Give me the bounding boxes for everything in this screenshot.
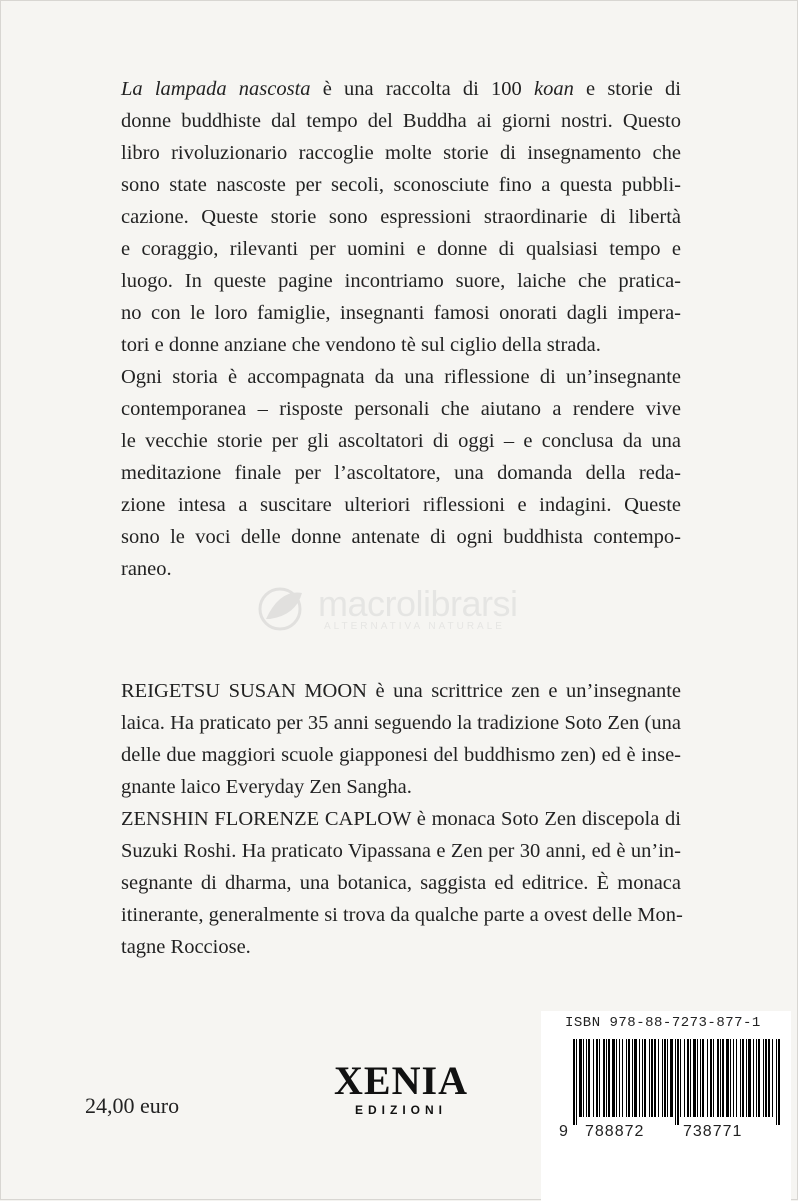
blurb-line: e coraggio, rilevanti per uomini e donne di qualsiasi tempo e [121, 238, 681, 260]
barcode-bar [717, 1039, 719, 1117]
barcode-bar [606, 1039, 607, 1117]
barcode-bar [772, 1039, 773, 1117]
blurb-line: no con le loro famiglie, insegnanti famosi onorati dagli impera- [121, 302, 681, 324]
barcode-bar [736, 1039, 737, 1117]
barcode-bar [677, 1039, 679, 1125]
barcode-bar [654, 1039, 656, 1117]
barcode-bar [687, 1039, 689, 1117]
bio-line: tagne Rocciose. [121, 936, 251, 958]
barcode-bar [626, 1039, 627, 1117]
barcode-bar [726, 1039, 729, 1117]
barcode-digit-lead: 9 [559, 1123, 569, 1140]
price: 24,00 euro [85, 1093, 180, 1118]
isbn-label: ISBN 978-88-7273-877-1 [565, 1015, 761, 1031]
barcode-bar [778, 1039, 780, 1125]
blurb-line: sono le voci delle donne antenate di ogni buddhista contempo- [121, 526, 681, 548]
barcode-bar [670, 1039, 673, 1117]
watermark-tagline: ALTERNATIVA NATURALE [324, 621, 505, 632]
barcode-bar [765, 1039, 767, 1117]
barcode-bar [573, 1039, 575, 1125]
blurb-line: raneo. [121, 558, 172, 580]
barcode-bar [603, 1039, 605, 1117]
barcode-bar [628, 1039, 630, 1117]
publisher-logo [326, 1058, 476, 1117]
barcode-bar [707, 1039, 708, 1117]
barcode-bar [616, 1039, 617, 1117]
blurb-line: La lampada nascosta è una raccolta di 100 koan e storie di [121, 78, 681, 100]
barcode-bar [622, 1039, 623, 1117]
barcode-bar [684, 1039, 685, 1117]
barcode-bar [619, 1039, 620, 1117]
barcode-bar [649, 1039, 650, 1117]
bio-line: Suzuki Roshi. Ha praticato Vipassana e Zen per 30 anni, ed è un’in- [121, 840, 681, 862]
barcode [573, 1039, 783, 1129]
barcode-bar [763, 1039, 764, 1117]
publisher-subtitle: EDIZIONI [354, 1103, 447, 1117]
barcode-bar [756, 1039, 757, 1117]
bio-line: segnante di dharma, una botanica, saggista ed editrice. È monaca [121, 872, 681, 894]
barcode-bar [720, 1039, 721, 1117]
blurb-line: sono state nascoste per secoli, sconosciute fino a questa pubbli- [121, 174, 681, 196]
barcode-bar [586, 1039, 587, 1117]
author-bios [121, 675, 681, 963]
barcode-bar [639, 1039, 640, 1117]
barcode-bar [690, 1039, 691, 1117]
barcode-bar [693, 1039, 696, 1117]
barcode-bar [753, 1039, 754, 1117]
barcode-bar [596, 1039, 598, 1117]
barcode-bar [634, 1039, 637, 1117]
barcode-bar [746, 1039, 747, 1117]
barcode-bar [651, 1039, 653, 1117]
watermark-logo [256, 581, 556, 637]
barcode-bar [776, 1039, 777, 1125]
bio-line: gnante laico Everyday Zen Sangha. [121, 776, 412, 798]
blurb-line: luogo. In queste pagine incontriamo suore, laiche che pratica- [121, 270, 681, 292]
blurb-line: donne buddhiste dal tempo del Buddha ai giorni nostri. Questo [121, 110, 681, 132]
leaf-icon [256, 585, 310, 633]
barcode-bar [722, 1039, 724, 1117]
bio-line: laica. Ha praticato per 35 anni seguendo la tradizione Soto Zen (una [121, 712, 681, 734]
barcode-bar [579, 1039, 582, 1117]
barcode-bar [742, 1039, 744, 1117]
book-blurb [121, 73, 681, 585]
blurb-line: zione intesa a suscitare ulteriori riflessioni e indagini. Queste [121, 494, 681, 516]
barcode-digits-right: 738771 [683, 1123, 743, 1140]
barcode-bar [710, 1039, 712, 1117]
bio-line: ZENSHIN FLORENZE CAPLOW è monaca Soto Zen discepola di [121, 808, 681, 830]
watermark-name: macrolibrarsi [318, 583, 518, 624]
barcode-bar [748, 1039, 751, 1117]
barcode-bar [632, 1039, 633, 1117]
bio-line: REIGETSU SUSAN MOON è una scrittrice zen e un’insegnante [121, 680, 681, 702]
barcode-bar [588, 1039, 590, 1117]
barcode-bar [667, 1039, 668, 1117]
blurb-line: Ogni storia è accompagnata da una riflessione di un’insegnante [121, 366, 681, 388]
bio-line: delle due maggiori scuole giapponesi del buddhismo zen) ed è inse- [121, 744, 681, 766]
barcode-bar [599, 1039, 600, 1117]
barcode-bar [713, 1039, 714, 1117]
barcode-bar [644, 1039, 646, 1117]
blurb-line: tori e donne anziane che vendono tè sul ciglio della strada. [121, 334, 601, 356]
bio-line: itinerante, generalmente si trova da qualche parte a ovest delle Mon- [121, 904, 683, 926]
barcode-bar [593, 1039, 594, 1117]
barcode-bar [740, 1039, 741, 1117]
barcode-bar [658, 1039, 659, 1117]
blurb-line: contemporanea – risposte personali che aiutano a rendere vive [121, 398, 681, 420]
barcode-bar [612, 1039, 615, 1117]
barcode-bar [576, 1039, 577, 1125]
barcode-bar [768, 1039, 770, 1117]
barcode-bar [733, 1039, 734, 1117]
barcode-bar [702, 1039, 704, 1117]
barcode-bar [730, 1039, 731, 1117]
barcode-bar [680, 1039, 681, 1117]
barcode-bar [675, 1039, 676, 1125]
barcode-bar [583, 1039, 584, 1117]
barcode-bar [664, 1039, 666, 1117]
blurb-line: le vecchie storie per gli ascoltatori di oggi – e conclusa da una [121, 430, 681, 452]
blurb-line: meditazione finale per l’ascoltatore, una domanda della reda- [121, 462, 681, 484]
barcode-bar [700, 1039, 701, 1117]
blurb-line: libro rivoluzionario raccoglie molte storie di insegnamento che [121, 142, 681, 164]
barcode-bar [697, 1039, 698, 1117]
publisher-name: XENIA [334, 1058, 468, 1103]
barcode-bar [608, 1039, 610, 1117]
barcode-bar [662, 1039, 663, 1117]
barcode-bar [758, 1039, 760, 1117]
blurb-line: cazione. Queste storie sono espressioni straordinarie di libertà [121, 206, 681, 228]
barcode-digits-left: 788872 [585, 1123, 645, 1140]
barcode-bar [642, 1039, 643, 1117]
